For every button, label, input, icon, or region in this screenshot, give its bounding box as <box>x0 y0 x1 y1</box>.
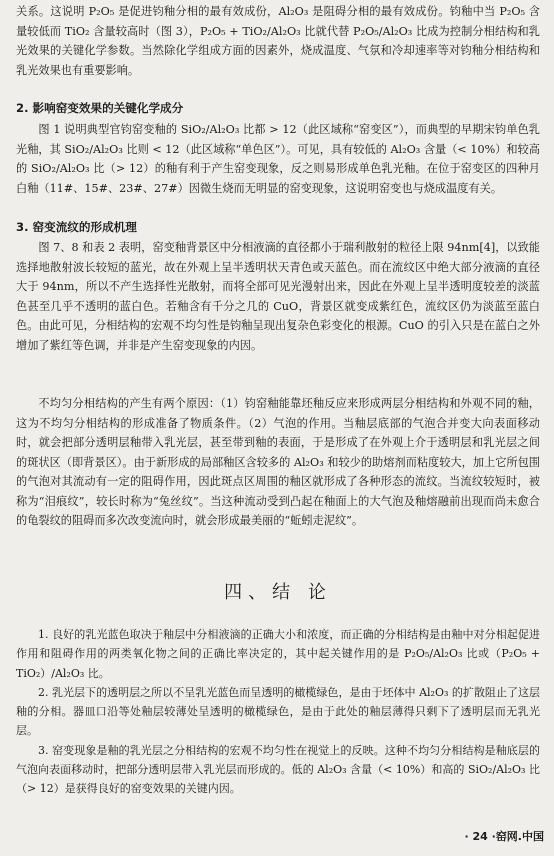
heading-key-chemical-components: 2. 影响窑变效果的关键化学成分 <box>16 101 184 115</box>
paragraph-text: 图 7、8 和表 2 表明，窑变釉背景区中分相液滴的直径都小于瑞利散射的粒径上限 94nm[4]，以致能选择地散射波长较短的蓝光，故在外观上呈半透明状天青色或天蓝色。而在流纹区中绝大部分液滴的直径大于 94nm，所以不产生选择性光散射，而将全部可见光漫射出来，因此在外观上呈半透明度较差的淡蓝色甚至几乎不透明的蓝白色。若釉含有千分之几的 CuO，背景区就变成紫红色，流纹区仍为淡蓝至蓝白色。由此可见，分相结构的宏观不均匀性是钧釉呈现出复杂色彩变化的根源。CuO 的引入只是在蓝白之外增加了紫红等色调，并非是产生窑变现象的内因。 <box>16 241 540 352</box>
page-number: · 24 · <box>464 830 496 843</box>
page-footer <box>464 828 544 844</box>
section3-paragraph-2 <box>16 394 540 531</box>
conclusion-item: 3. 窑变现象是釉的乳光层之分相结构的宏观不均匀性在视觉上的反映。这种不均匀分相结构是釉底层的气泡向表面移动时，把部分透明层带入乳光层而形成的。低的 Al₂O₃ 含量（< 10%）和高的 SiO₂/Al₂O₃ 比（> 12）是获得良好的窑变效果的关键内因。 <box>16 743 540 796</box>
section3-paragraph-1 <box>16 238 540 355</box>
watermark-text: 窑网.中国 <box>495 830 544 843</box>
conclusion-item: 1. 良好的乳光蓝色取决于釉层中分相液滴的正确大小和浓度，而正确的分相结构是由釉中对分相起促进作用和阻碍作用的两类氧化物之间的正确比率决定的，其中起关键作用的是 P₂O₅/Al₂O₃ 比或（P₂O₅ + TiO₂）/Al₂O₃ 比。 <box>16 628 540 680</box>
conclusions-list <box>16 625 540 799</box>
heading-flow-pattern-mechanism: 3. 窑变流纹的形成机理 <box>16 220 137 234</box>
paragraph-text: 图 1 说明典型官钧窑变釉的 SiO₂/Al₂O₃ 比都 > 12（此区域称“窑变区”），而典型的早期宋钧单色乳光釉，其 SiO₂/Al₂O₃ 比则 < 12（此区域称“单色区”）。可见，具有较低的 Al₂O₃ 含量（< 10%）和较高的 SiO₂/Al₂O₃ 比（> 12）的釉有利于产生窑变现象，反之则易形成单色乳光釉。在位于窑变区的四种月白釉（11#、15#、23#、27#）因微生烧而无明显的窑变现象，这说明窑变也与烧成温度有关。 <box>16 123 540 195</box>
section-title-conclusions: 四、结 论 <box>224 582 332 603</box>
section2-paragraph <box>16 120 540 198</box>
intro-paragraph <box>16 2 540 80</box>
paragraph-text: 关系。这说明 P₂O₅ 是促进钧釉分相的最有效成份，Al₂O₃ 是阻碍分相的最有效成份。钧釉中当 P₂O₅ 含量较低而 TiO₂ 含量较高时（图 3），P₂O₅ + TiO₂/Al₂O₃ 比就代替 P₂O₅/Al₂O₃ 比成为控制分相结构和乳光效果的关键化学参数。当然除化学组成方面的因素外，烧成温度、气氛和冷却速率等对钧釉分相结构和乳光效果也有重要影响。 <box>16 5 540 77</box>
paragraph-text: 不均匀分相结构的产生有两个原因：（1）钧窑釉能靠坯釉反应来形成两层分相结构和外观不同的釉，这为不均匀分相结构的形成准备了物质条件。（2）气泡的作用。当釉层底部的气泡合并变大向表面移动时，就会把部分透明层釉带入乳光层，甚至带到釉的表面，于是形成了在外观上介于透明层和乳光层之间的斑状区（即背景区）。由于新形成的局部釉区含较多的 Al₂O₃ 和较少的助熔剂而粘度较大，加上它所包围的气泡对其流动有一定的阻碍作用，因此斑点区周围的釉区就形成了各种形态的流纹。当流纹较短时，被称为“泪痕纹”，较长时称为“兔丝纹”。当这种流动受到凸起在釉面上的大气泡及釉熔融前出现而尚未愈合的龟裂纹的阻碍而多次改变流向时，就会形成最美丽的“蚯蚓走泥纹”。 <box>16 397 540 527</box>
conclusion-item: 2. 乳光层下的透明层之所以不呈乳光蓝色而呈透明的橄榄绿色，是由于坯体中 Al₂O₃ 的扩散阻止了这层釉的分相。器皿口沿等处釉层较薄处呈透明的橄榄绿色，是由于此处的釉层薄得只剩下了透明层而无乳光层。 <box>16 685 540 738</box>
